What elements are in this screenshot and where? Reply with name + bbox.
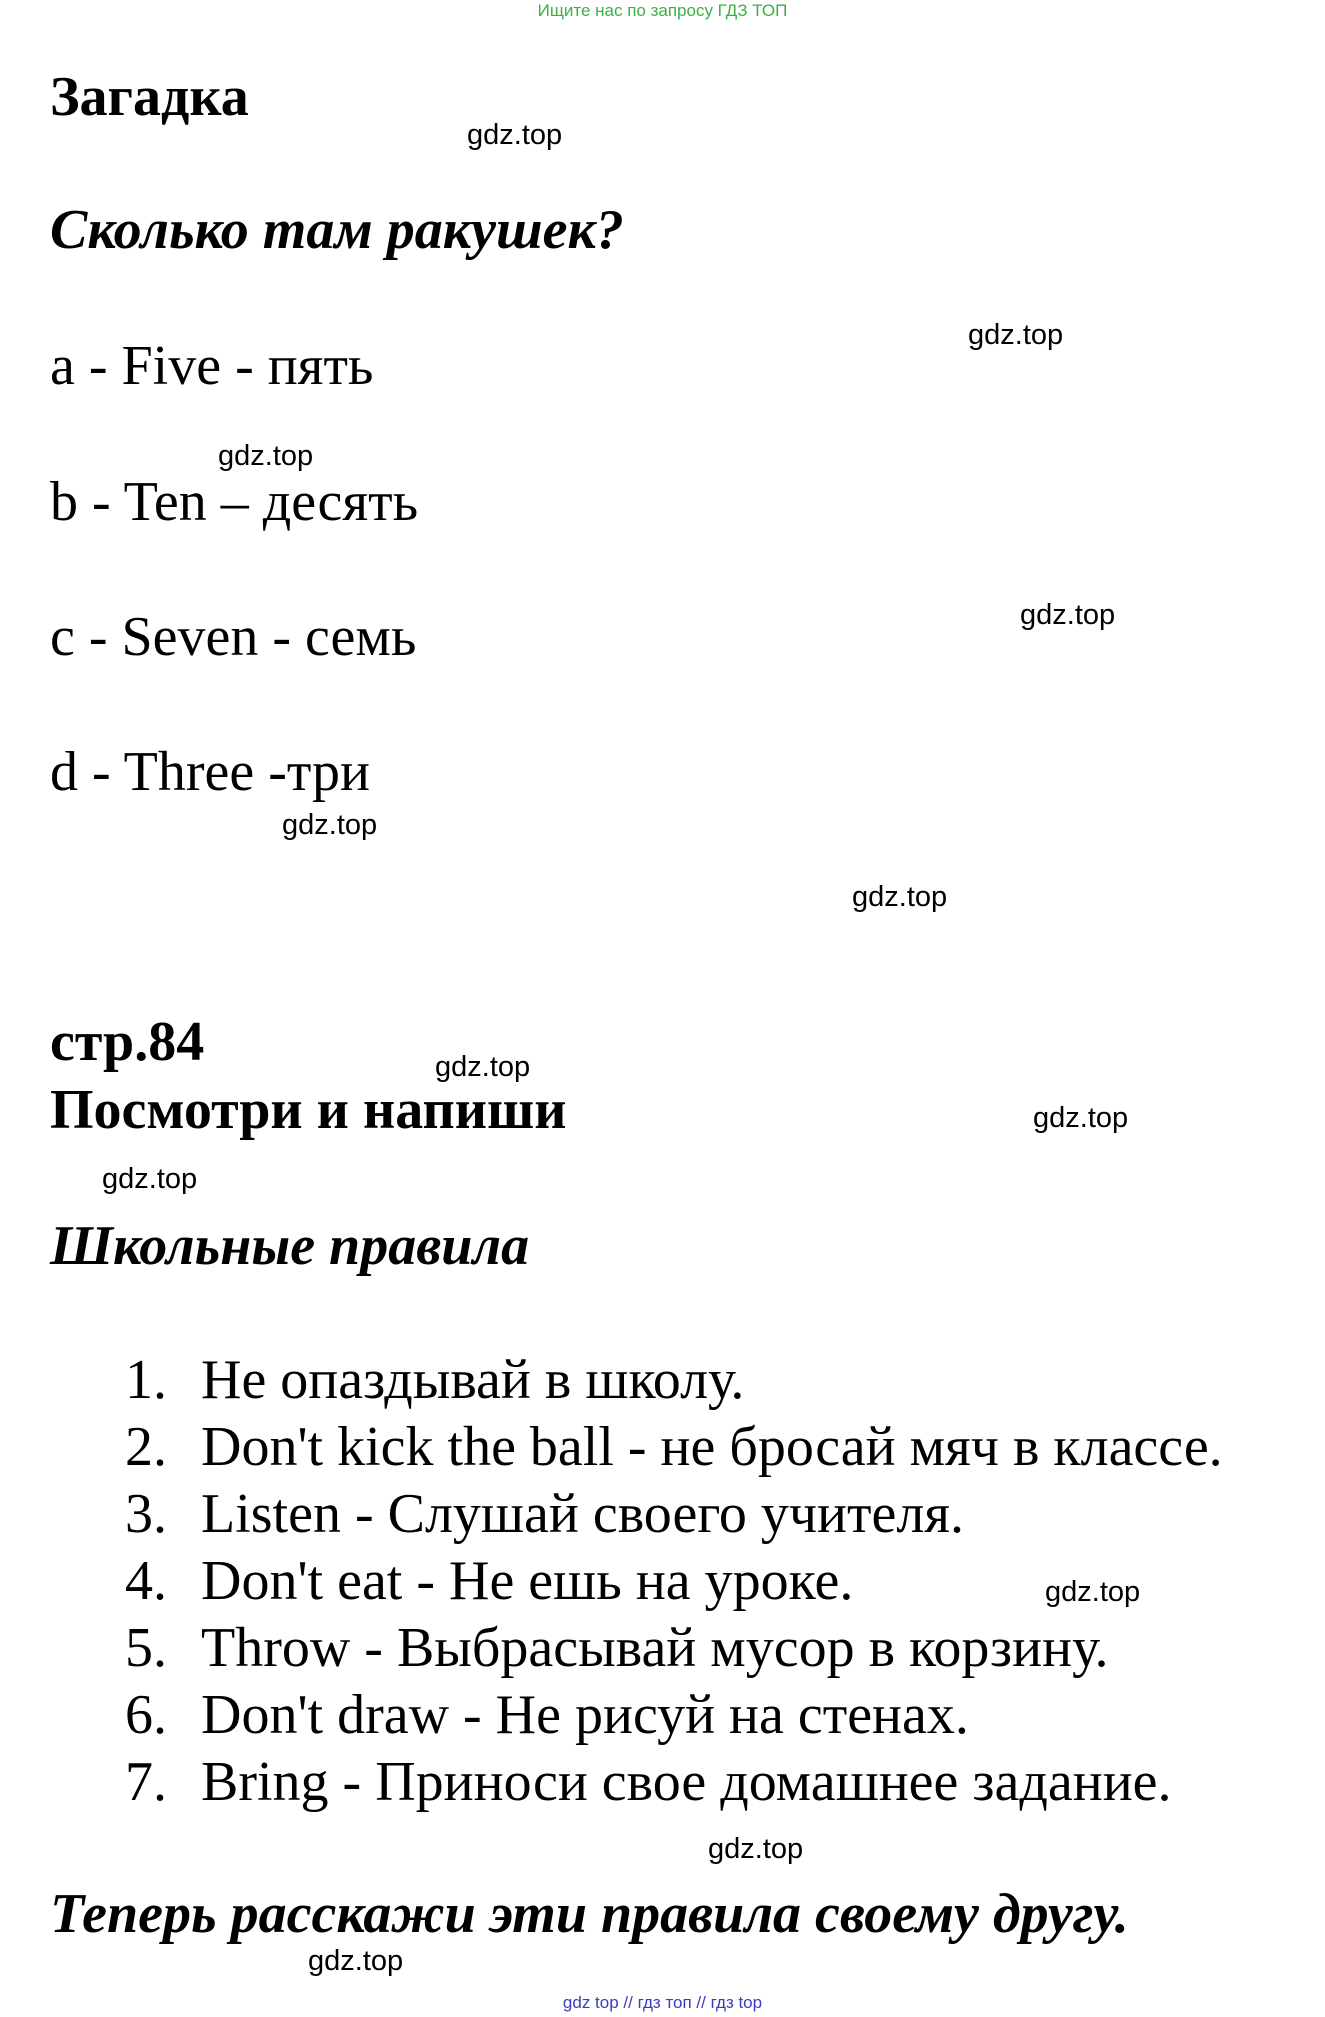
riddle-question: Сколько там ракушек? <box>50 199 624 261</box>
watermark: gdz.top <box>218 440 314 472</box>
riddle-answer-b: b - Ten – десять <box>50 471 419 533</box>
rule-number: 3. <box>125 1483 167 1545</box>
footer: gdz top // гдз топ // гдз top <box>562 1993 763 2012</box>
top-banner: Ищите нас по запросу ГДЗ ТОП <box>537 1 788 20</box>
watermark: gdz.top <box>852 881 948 913</box>
riddle-answer-a: a - Five - пять <box>50 335 374 397</box>
rule-text: Don't eat - Не ешь на уроке. <box>201 1550 854 1612</box>
rule-number: 5. <box>125 1617 167 1679</box>
watermark: gdz.top <box>1045 1576 1141 1608</box>
rule-text: Bring - Приноси свое домашнее задание. <box>201 1751 1172 1813</box>
rule-number: 4. <box>125 1550 167 1612</box>
rule-item <box>125 1548 853 1615</box>
closing-instruction: Теперь расскажи эти правила своему другу. <box>50 1883 1129 1945</box>
watermark: gdz.top <box>102 1163 198 1195</box>
section-subtitle: Школьные правила <box>50 1215 530 1277</box>
rule-text: Don't kick the ball - не бросай мяч в классе. <box>201 1416 1223 1478</box>
watermark: gdz.top <box>435 1051 531 1083</box>
rule-item <box>125 1615 1109 1682</box>
rule-number: 2. <box>125 1416 167 1478</box>
rule-item <box>125 1682 969 1749</box>
watermark: gdz.top <box>1020 599 1116 631</box>
page-label: стр.84 <box>50 1011 205 1073</box>
watermark: gdz.top <box>308 1945 404 1977</box>
riddle-answer-d: d - Three -три <box>50 741 370 803</box>
rule-item <box>125 1414 1223 1481</box>
rule-item <box>125 1347 744 1414</box>
rule-item <box>125 1749 1172 1816</box>
rule-text: Не опаздывай в школу. <box>201 1349 745 1411</box>
riddle-answer-c: c - Seven - семь <box>50 606 417 668</box>
watermark: gdz.top <box>282 809 378 841</box>
rule-number: 7. <box>125 1751 167 1813</box>
rule-text: Listen - Слушай своего учителя. <box>201 1483 965 1545</box>
watermark: gdz.top <box>1033 1102 1129 1134</box>
watermark: gdz.top <box>708 1833 804 1865</box>
rule-text: Don't draw - Не рисуй на стенах. <box>201 1684 969 1746</box>
rule-text: Throw - Выбрасывай мусор в корзину. <box>201 1617 1109 1679</box>
watermark: gdz.top <box>467 119 563 151</box>
rule-number: 6. <box>125 1684 167 1746</box>
watermark: gdz.top <box>968 319 1064 351</box>
riddle-title: Загадка <box>50 66 249 128</box>
rule-item <box>125 1481 964 1548</box>
section-title: Посмотри и напиши <box>50 1079 567 1141</box>
rule-number: 1. <box>125 1349 167 1411</box>
